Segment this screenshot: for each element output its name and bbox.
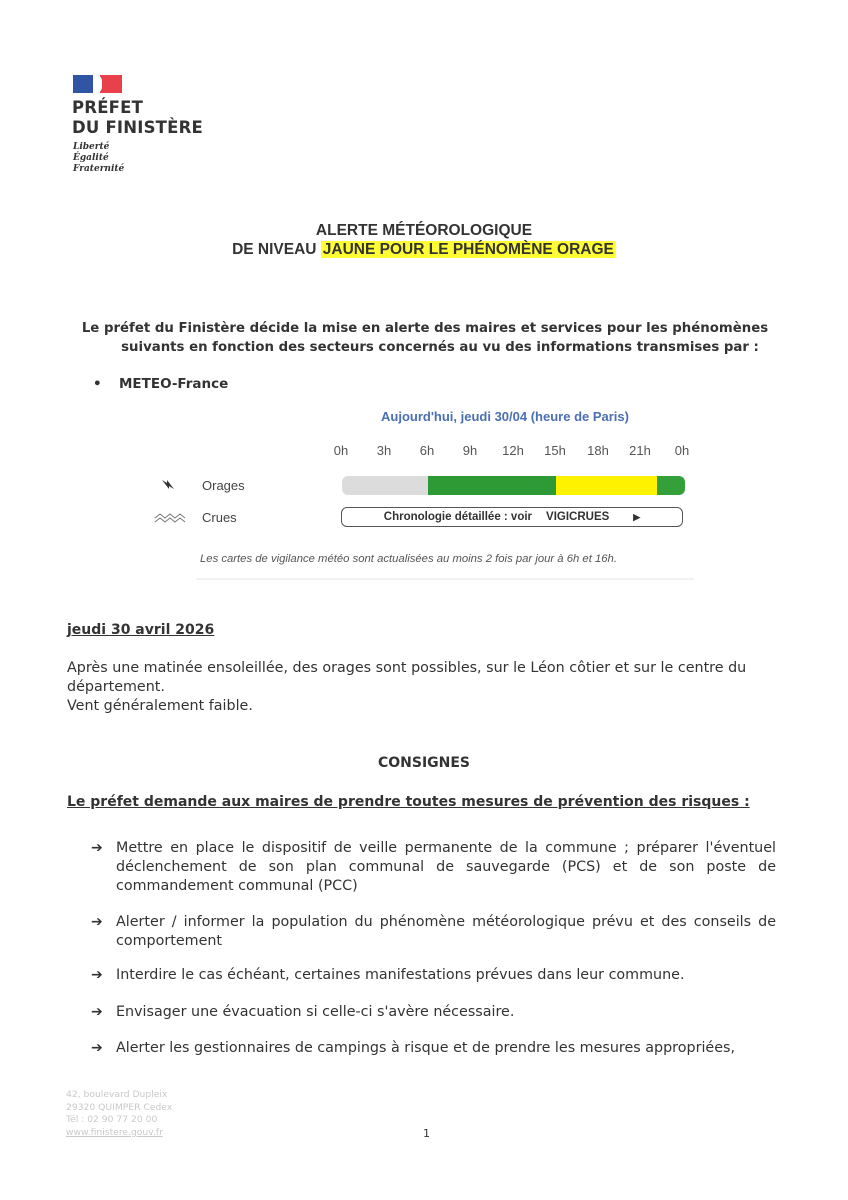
tick-6h: 6h xyxy=(419,443,435,458)
tick-21h: 21h xyxy=(629,443,651,458)
arrow-right-icon: ➔ xyxy=(91,840,103,856)
intro-line2: suivants en fonction des secteurs concernés au vu des informations transmises par : xyxy=(121,340,759,355)
tick-12h: 12h xyxy=(502,443,524,458)
tick-24h: 0h xyxy=(674,443,690,458)
consigne-text: Alerter les gestionnaires de campings à risque et de prendre les mesures appropriées, xyxy=(116,1040,736,1056)
consigne-text: Alerter / informer la population du phénomène météorologique prévu et des conseils de comportement xyxy=(116,914,776,949)
arrow-right-icon: ➔ xyxy=(91,1004,103,1020)
consigne-item xyxy=(91,966,776,985)
tick-15h: 15h xyxy=(544,443,566,458)
consignes-heading: CONSIGNES xyxy=(377,755,471,771)
intro-line1: Le préfet du Finistère décide la mise en alerte des maires et services pour les phénomènes xyxy=(81,321,769,336)
vigicrues-chronology-button[interactable] xyxy=(341,507,683,527)
consignes-intro: Le préfet demande aux maires de prendre toutes mesures de prévention des risques : xyxy=(67,794,750,810)
alert-title-line2 xyxy=(0,240,848,259)
consigne-item xyxy=(91,839,776,896)
vigicrues-brand: VIGICRUES xyxy=(546,511,610,523)
motto-fraternite: Fraternité xyxy=(73,164,125,174)
segment-0h-6h xyxy=(342,476,428,495)
vigilance-divider xyxy=(196,578,694,580)
tick-9h: 9h xyxy=(462,443,478,458)
vigilance-update-note: Les cartes de vigilance météo sont actualisées au moins 2 fois par jour à 6h et 16h. xyxy=(200,553,617,565)
tick-18h: 18h xyxy=(587,443,609,458)
time-axis xyxy=(331,443,696,461)
consigne-item xyxy=(91,1003,776,1022)
vigilance-title: Aujourd'hui, jeudi 30/04 (heure de Paris) xyxy=(381,409,629,424)
footer-street: 42, boulevard Dupleix xyxy=(66,1089,168,1100)
phenomenon-crues-label: Crues xyxy=(202,510,237,525)
arrow-right-icon: ➔ xyxy=(91,1040,103,1056)
forecast-line1: Après une matinée ensoleillée, des orages sont possibles, sur le Léon côtier et sur le centre du xyxy=(67,660,747,676)
consigne-item xyxy=(91,1039,776,1058)
alert-level-highlight: JAUNE POUR LE PHÉNOMÈNE ORAGE xyxy=(322,241,614,258)
segment-22h-24h-green xyxy=(657,476,685,495)
logo-finistere: DU FINISTÈRE xyxy=(72,118,203,137)
bullet-icon: • xyxy=(93,376,102,392)
alert-title-line1: ALERTE MÉTÉOROLOGIQUE xyxy=(315,222,533,239)
consigne-text: Interdire le cas échéant, certaines manifestations prévues dans leur commune. xyxy=(116,967,685,983)
forecast-date: jeudi 30 avril 2026 xyxy=(67,622,215,638)
lightning-icon xyxy=(160,477,178,493)
footer-website-link[interactable]: www.finistere.gouv.fr xyxy=(66,1126,163,1138)
phenomenon-orages-label: Orages xyxy=(202,478,245,493)
consigne-text: Envisager une évacuation si celle-ci s'avère nécessaire. xyxy=(116,1004,515,1020)
marianne-flag-logo xyxy=(73,75,122,93)
flag-blue xyxy=(73,75,95,93)
segment-6h-15h-green xyxy=(428,476,557,495)
alert-level-prefix: DE NIVEAU xyxy=(232,241,321,258)
play-arrow-icon: ▶ xyxy=(633,511,641,522)
arrow-right-icon: ➔ xyxy=(91,967,103,983)
page-number: 1 xyxy=(423,1127,430,1140)
arrow-right-icon: ➔ xyxy=(91,914,103,930)
waves-icon xyxy=(154,511,186,525)
orages-timeline-bar xyxy=(342,476,685,495)
footer-city: 29320 QUIMPER Cedex xyxy=(66,1101,173,1113)
segment-15h-22h-yellow xyxy=(556,476,656,495)
tick-3h: 3h xyxy=(376,443,392,458)
logo-prefet: PRÉFET xyxy=(72,98,144,117)
forecast-line2: département. xyxy=(67,679,165,695)
consigne-text: Mettre en place le dispositif de veille permanente de la commune ; préparer l'éventuel déclenchement de son plan communal de sauvegarde (PCS) et de son poste de commandement communal (PCC) xyxy=(116,840,776,894)
tick-0h: 0h xyxy=(333,443,349,458)
motto-liberte: Liberté xyxy=(73,142,110,152)
marianne-profile-icon xyxy=(93,75,102,93)
flag-red xyxy=(100,75,122,93)
source-item xyxy=(93,376,228,392)
crues-button-label: Chronologie détaillée : voir xyxy=(383,511,533,523)
footer-address xyxy=(66,1089,172,1139)
source-name: METEO-France xyxy=(119,376,229,392)
footer-phone: Tél : 02 90 77 20 00 xyxy=(66,1114,158,1125)
forecast-line3: Vent généralement faible. xyxy=(67,698,253,714)
consigne-item xyxy=(91,913,776,951)
motto-egalite: Égalité xyxy=(73,153,109,163)
